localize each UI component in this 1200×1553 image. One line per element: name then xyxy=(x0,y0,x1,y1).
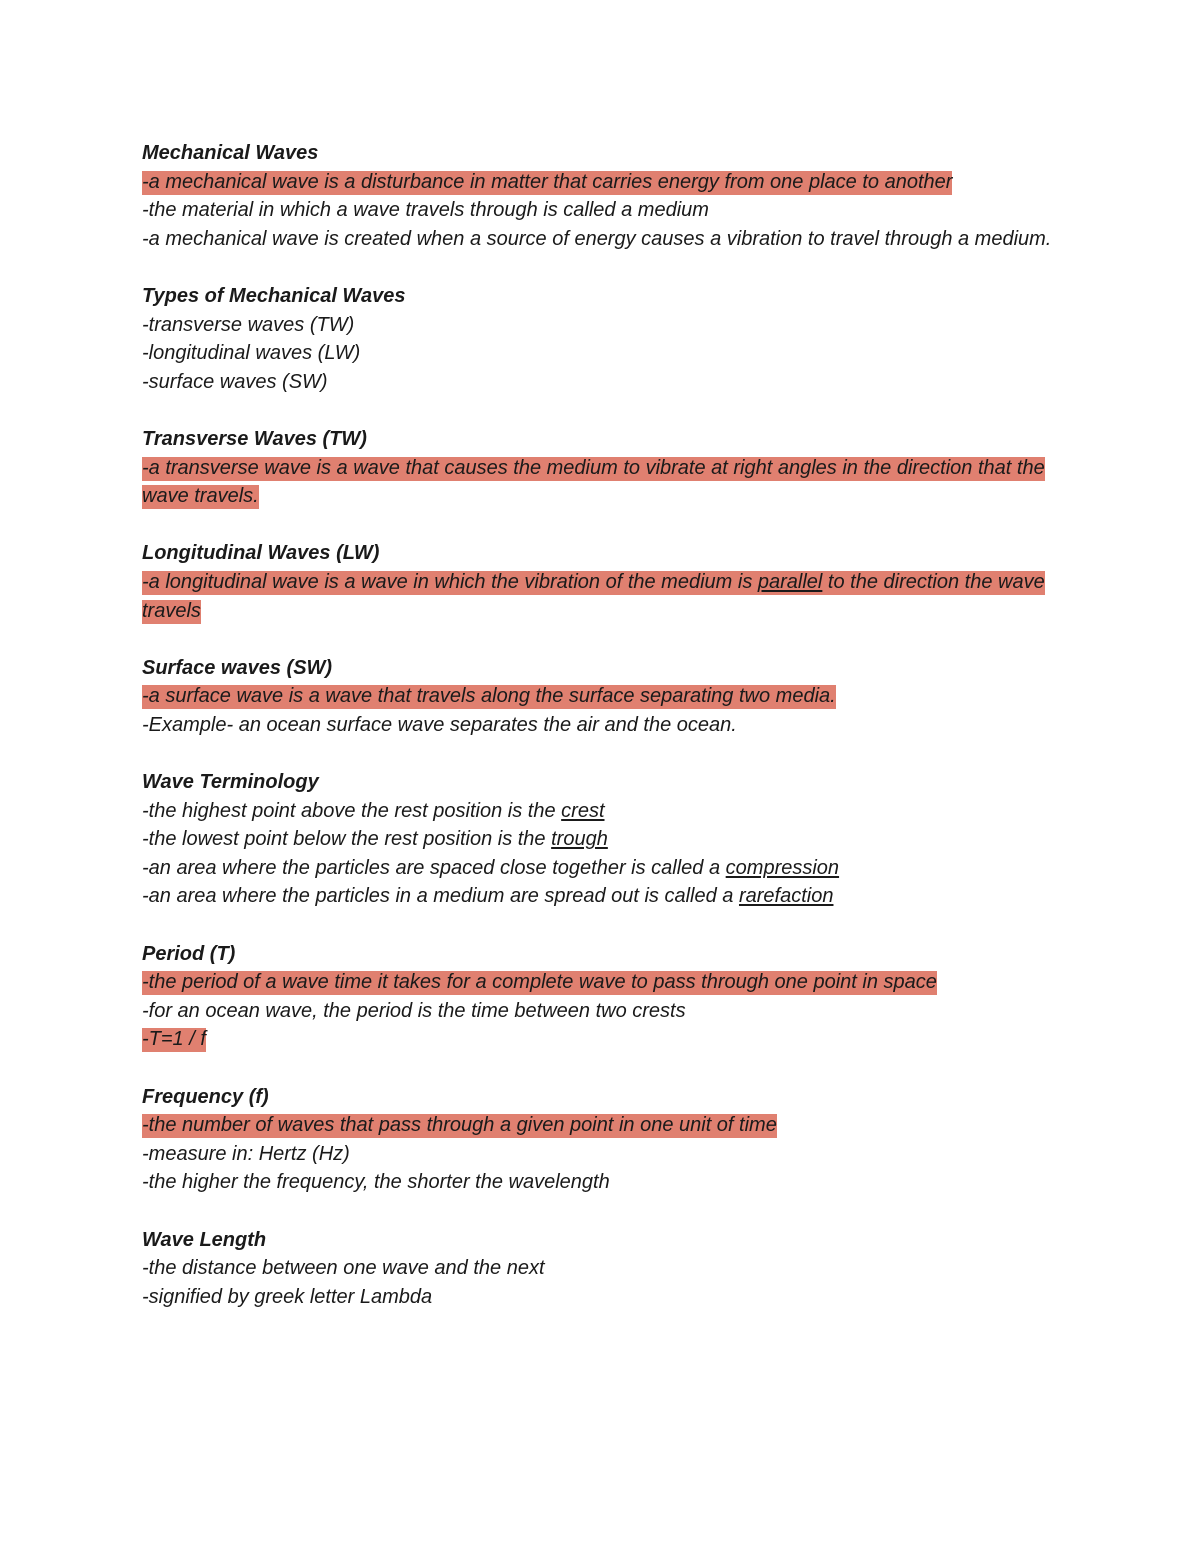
text-segment: -the lowest point below the rest position is the xyxy=(142,828,552,851)
line-text xyxy=(142,1286,432,1308)
text-segment: -measure in: Hertz (Hz) xyxy=(142,1142,350,1165)
underlined-term: crest xyxy=(561,799,605,822)
section-heading: Wave Length xyxy=(142,1228,267,1251)
highlighted-text xyxy=(142,1028,206,1052)
underlined-term: compression xyxy=(725,856,840,879)
note-line xyxy=(142,968,1072,997)
section-heading: Longitudinal Waves (LW) xyxy=(142,542,380,565)
section xyxy=(142,768,1072,911)
section-heading: Period (T) xyxy=(142,942,236,965)
line-text xyxy=(142,800,605,822)
note-line xyxy=(142,882,1072,911)
document-body xyxy=(142,139,1072,1340)
note-line xyxy=(142,1283,1072,1312)
note-line xyxy=(142,797,1072,826)
text-segment: -the material in which a wave travels through is called a medium xyxy=(142,199,709,222)
note-line xyxy=(142,225,1072,254)
highlighted-text xyxy=(142,571,1045,624)
section-heading: Transverse Waves (TW) xyxy=(142,427,367,450)
text-segment: -longitudinal waves (LW) xyxy=(142,342,361,365)
line-text xyxy=(142,1143,350,1165)
text-segment: -for an ocean wave, the period is the time between two crests xyxy=(142,999,686,1022)
line-text xyxy=(142,371,328,393)
line-text xyxy=(142,199,709,221)
line-text xyxy=(142,1171,610,1193)
line-text xyxy=(142,885,833,907)
text-segment: -a longitudinal wave is a wave in which the vibration of the medium is xyxy=(142,570,758,593)
text-segment: -transverse waves (TW) xyxy=(142,313,355,336)
highlighted-text xyxy=(142,457,1045,510)
text-segment: -a transverse wave is a wave that causes the medium to vibrate at right angles in the direction that the wave travels. xyxy=(142,456,1045,508)
highlighted-text xyxy=(142,685,836,709)
line-text xyxy=(142,1000,686,1022)
line-text xyxy=(142,857,839,879)
underlined-term: trough xyxy=(551,828,608,851)
text-segment: -surface waves (SW) xyxy=(142,370,328,393)
section xyxy=(142,940,1072,1054)
note-line xyxy=(142,825,1072,854)
note-line xyxy=(142,454,1072,511)
line-text xyxy=(142,342,360,364)
text-segment: -signified by greek letter Lambda xyxy=(142,1285,433,1308)
line-text xyxy=(142,714,737,736)
text-segment: to the direction the wave travels xyxy=(142,570,1045,622)
note-line xyxy=(142,1111,1072,1140)
text-segment: -the period of a wave time it takes for a complete wave to pass through one point in space xyxy=(142,971,937,994)
section xyxy=(142,539,1072,625)
note-line xyxy=(142,711,1072,740)
line-text xyxy=(142,828,608,850)
section xyxy=(142,139,1072,253)
section xyxy=(142,654,1072,740)
note-line xyxy=(142,196,1072,225)
note-line xyxy=(142,311,1072,340)
text-segment: -the distance between one wave and the next xyxy=(142,1257,545,1280)
note-line xyxy=(142,168,1072,197)
note-line xyxy=(142,1025,1072,1054)
note-line xyxy=(142,1140,1072,1169)
section-heading: Frequency (f) xyxy=(142,1085,269,1108)
note-line xyxy=(142,1168,1072,1197)
note-line xyxy=(142,568,1072,625)
section-heading: Wave Terminology xyxy=(142,771,319,794)
line-text xyxy=(142,1257,545,1279)
section xyxy=(142,1083,1072,1197)
text-segment: -a surface wave is a wave that travels along the surface separating two media. xyxy=(142,685,836,708)
text-segment: -T=1 / f xyxy=(142,1028,206,1051)
note-line xyxy=(142,997,1072,1026)
note-line xyxy=(142,368,1072,397)
text-segment: -the higher the frequency, the shorter the wavelength xyxy=(142,1171,610,1194)
section-heading: Mechanical Waves xyxy=(142,142,319,164)
highlighted-text xyxy=(142,971,937,995)
text-segment: -the highest point above the rest position is the xyxy=(142,799,562,822)
text-segment: -an area where the particles in a medium are spread out is called a xyxy=(142,885,739,908)
section-heading: Types of Mechanical Waves xyxy=(142,284,406,307)
line-text xyxy=(142,228,1051,250)
section xyxy=(142,1226,1072,1312)
text-segment: -a mechanical wave is a disturbance in matter that carries energy from one place to another xyxy=(142,170,953,193)
highlighted-text xyxy=(142,1114,777,1138)
underlined-term: rarefaction xyxy=(738,885,834,908)
line-text xyxy=(142,314,354,336)
section xyxy=(142,425,1072,511)
text-segment: -the number of waves that pass through a given point in one unit of time xyxy=(142,1114,777,1137)
highlighted-text xyxy=(142,171,952,195)
note-line xyxy=(142,339,1072,368)
section-heading: Surface waves (SW) xyxy=(142,656,333,679)
underlined-term: parallel xyxy=(757,570,823,593)
text-segment: -a mechanical wave is created when a source of energy causes a vibration to travel through a medium. xyxy=(142,227,1052,250)
text-segment: -an area where the particles are spaced close together is called a xyxy=(142,856,726,879)
text-segment: -Example- an ocean surface wave separates the air and the ocean. xyxy=(142,713,737,736)
note-line xyxy=(142,854,1072,883)
note-line xyxy=(142,682,1072,711)
section xyxy=(142,282,1072,396)
note-line xyxy=(142,1254,1072,1283)
